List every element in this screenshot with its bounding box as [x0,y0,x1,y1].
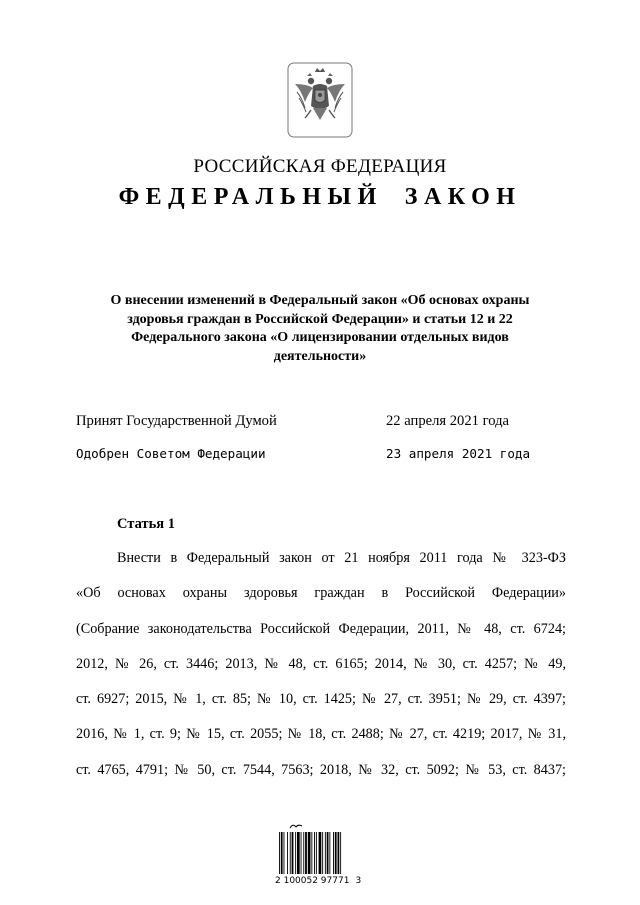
barcode-bar [327,832,329,874]
barcode-bar [311,832,312,874]
article-line: ст. 4765, 4791; № 50, ст. 7544, 7563; 2018, № 32, ст. 5092; № 53, ст. 8437; [76,761,566,778]
barcode-bar [308,832,311,874]
barcode [275,822,371,888]
article-line: 2012, № 26, ст. 3446; 2013, № 48, ст. 6165; 2014, № 30, ст. 4257; № 49, [76,655,566,672]
barcode-mark-icon [289,822,303,830]
barcode-bar [305,832,307,874]
approval-date: 22 апреля 2021 года [386,413,509,429]
barcode-bar [290,832,291,874]
barcode-bar [295,832,296,874]
approval-date: 23 апреля 2021 года [386,446,531,461]
article-heading: Статья 1 [117,516,175,532]
document-type-word-2: ЗАКОН [404,184,522,210]
article-line: (Собрание законодательства Российской Федерации, 2011, № 48, ст. 6724; [76,620,566,637]
article-line: «Об основах охраны здоровья граждан в Российской Федерации» [76,585,566,602]
barcode-number [275,876,371,886]
article-line: ст. 6927; 2015, № 1, ст. 85; № 10, ст. 1425; № 27, ст. 3951; № 29, ст. 4397; [76,691,566,708]
barcode-bar [287,832,288,874]
barcode-bars [279,832,365,874]
barcode-bar [303,832,304,874]
barcode-bar [297,832,300,874]
law-title-line: деятельности» [273,348,367,364]
barcode-check-digit: 3 [355,876,362,886]
article-line: Внести в Федеральный закон от 21 ноября 2011 года № 323-ФЗ [117,550,566,566]
document-type [0,184,640,211]
barcode-digits: 2 100052 97771 [275,876,350,886]
barcode-bar [279,832,280,874]
barcode-bar [284,832,285,874]
barcode-bar [325,832,326,874]
country-name: РОССИЙСКАЯ ФЕДЕРАЦИЯ [193,156,447,177]
law-title-line: здоровья граждан в Российской Федерации» и статьи 12 и 22 [127,311,513,327]
approval-label: Принят Государственной Думой [76,413,277,429]
barcode-bar [338,832,340,874]
barcode-bar [319,832,322,874]
barcode-bar [340,832,341,874]
law-title-line: Федерального закона «О лицензировании отдельных видов [131,330,509,345]
law-title [80,292,560,366]
barcode-bar [314,832,315,874]
law-title-line: О внесении изменений в Федеральный закон «Об основах охраны [110,293,530,308]
barcode-bar [301,832,302,874]
russian-coat-of-arms-icon [287,62,353,138]
barcode-bar [333,832,334,874]
barcode-bar [329,832,330,874]
barcode-bar [281,832,283,874]
article-body [76,548,566,795]
barcode-bar [322,832,323,874]
barcode-bar [292,832,294,874]
document-type-word-1: ФЕДЕРАЛЬНЫЙ [118,184,383,210]
article-line: 2016, № 1, ст. 9; № 15, ст. 2055; № 18, ст. 2488; № 27, ст. 4219; 2017, № 31, [76,726,566,743]
barcode-bar [335,832,337,874]
barcode-bar [316,832,317,874]
approval-label: Одобрен Советом Федерации [76,446,266,461]
